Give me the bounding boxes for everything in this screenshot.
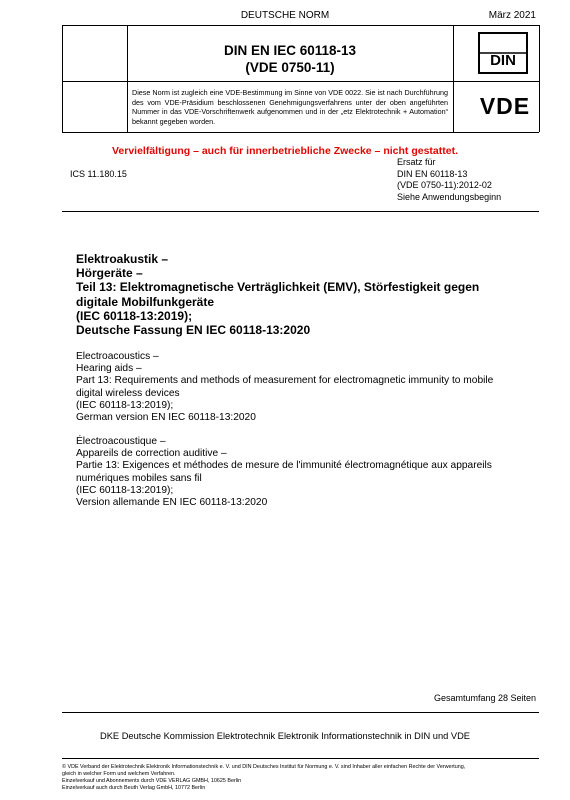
replaces-line: (VDE 0750-11):2012-02 <box>397 180 492 190</box>
vde-logo <box>469 93 541 119</box>
footer-line: © VDE Verband der Elektrotechnik Elektronik Informationstechnik e. V. und DIN Deutsches Institut für Normung e. V. sind Inhaber aller einfachen Rechte der Verwertung, <box>62 764 466 770</box>
title-french-line: (IEC 60118-13:2019); <box>76 484 174 496</box>
title-english-line: digital wireless devices <box>76 387 180 399</box>
header-rule <box>62 25 539 26</box>
ics-code: ICS 11.180.15 <box>70 169 127 179</box>
dke-top-rule <box>62 712 539 713</box>
replaces-line: Siehe Anwendungsbeginn <box>397 191 502 202</box>
title-french-line: Appareils de correction auditive – <box>76 448 227 460</box>
title-english-line: German version EN IEC 60118-13:2020 <box>76 412 256 424</box>
frame-divider-left <box>127 25 128 132</box>
footer-line: Einzelverkauf und Abonnements durch VDE VERLAG GMBH, 10625 Berlin <box>62 778 242 784</box>
footer-line: gleich in welcher Form und welchem Verfahren. <box>62 771 176 777</box>
title-english-line: Part 13: Requirements and methods of measurement for electromagnetic immunity to mobile <box>76 375 494 387</box>
title-german-line: digitale Mobilfunkgeräte <box>76 294 215 309</box>
title-german-line: Teil 13: Elektromagnetische Verträglichkeit (EMV), Störfestigkeit gegen <box>76 280 480 295</box>
copy-warning: Vervielfältigung – auch für innerbetriebliche Zwecke – nicht gestattet. <box>111 145 458 157</box>
title-german-line: Elektroakustik – <box>76 252 169 266</box>
title-english-line: Hearing aids – <box>76 363 142 375</box>
copyright-footer <box>62 764 542 792</box>
header-standard-type: DEUTSCHE NORM <box>240 10 330 21</box>
total-pages: Gesamtumfang 28 Seiten <box>433 693 536 703</box>
header-date: März 2021 <box>488 10 536 21</box>
title-section-rule <box>62 211 539 212</box>
din-logo <box>478 32 528 74</box>
title-english-line: (IEC 60118-13:2019); <box>76 399 174 411</box>
frame-divider-right <box>453 25 454 132</box>
title-french-line: numériques mobiles sans fil <box>76 472 202 484</box>
title-german-line: Deutsche Fassung EN IEC 60118-13:2020 <box>76 323 311 338</box>
document-number-line2: (VDE 0750-11) <box>245 60 335 75</box>
replaces-line: Ersatz für <box>397 157 436 167</box>
title-german-line: Hörgeräte – <box>76 266 143 281</box>
din-logo-text: DIN <box>490 52 516 69</box>
replaces-block <box>397 157 501 203</box>
frame-left <box>62 25 63 132</box>
title-french-line: Partie 13: Exigences et méthodes de mesure de l'immunité électromagnétique aux appareils <box>76 460 492 472</box>
title-english-line: Electroacoustics – <box>76 351 159 362</box>
vde-notice: Diese Norm ist zugleich eine VDE-Bestimmung im Sinne von VDE 0022. Sie ist nach Durchführung des vom VDE-Präsidium beschlossenen Genehmigungsverfahrens unter der oben angeführten Nummer in das VDE-Vorschriftenwerk aufgenommen und in der „etz Elektrotechnik + Automation“ bekannt gegeben worden. <box>132 88 448 126</box>
frame-bottom-rule <box>62 132 539 133</box>
title-french-line: Version allemande EN IEC 60118-13:2020 <box>76 497 268 509</box>
frame-middle-rule <box>62 81 539 82</box>
dke-bottom-rule <box>62 758 539 759</box>
document-number <box>130 42 450 76</box>
title-french-line: Électroacoustique – <box>76 436 166 447</box>
footer-line: Einzelverkauf auch durch Beuth Verlag GmbH, 10772 Berlin <box>62 785 206 791</box>
title-german <box>76 252 536 337</box>
title-french <box>76 436 546 509</box>
title-english <box>76 351 546 424</box>
dke-committee: DKE Deutsche Kommission Elektrotechnik Elektronik Informationstechnik in DIN und VDE <box>100 731 470 741</box>
vde-logo-text: VDE <box>479 93 531 119</box>
title-german-line: (IEC 60118-13:2019); <box>76 308 193 323</box>
document-number-line1: DIN EN IEC 60118-13 <box>223 43 357 58</box>
replaces-line: DIN EN 60118-13 <box>397 168 468 179</box>
